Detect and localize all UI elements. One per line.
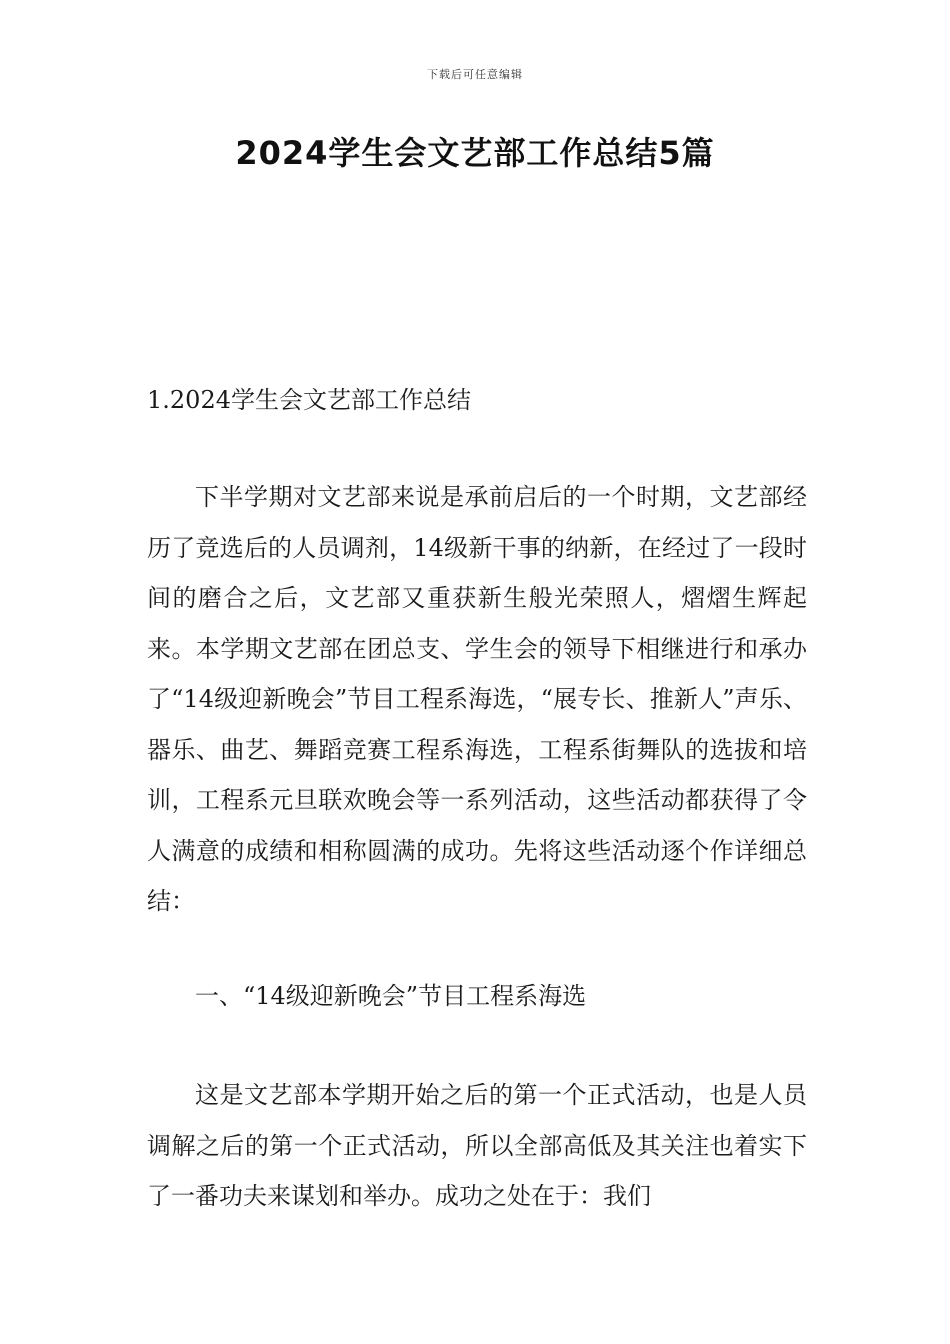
body-paragraph: 下半学期对文艺部来说是承前启后的一个时期，文艺部经历了竞选后的人员调剂，14级新干事的纳新，在经过了一段时间的磨合之后，文艺部又重获新生般光荣照人，熠熠生辉起来。本学期文艺部在团总支、学生会的领导下相继进行和承办了“14级迎新晚会”节目工程系海选，“展专长、推新人”声乐、器乐、曲艺、舞蹈竞赛工程系海选，工程系街舞队的选拔和培训，工程系元旦联欢晚会等一系列活动，这些活动都获得了令人满意的成绩和相称圆满的成功。先将这些活动逐个作详细总结：: [147, 483, 807, 915]
subheading: 一、“14级迎新晚会”节目工程系海选: [195, 982, 587, 1010]
header-note: 下载后可任意编辑: [427, 68, 523, 81]
section-heading: 1.2024学生会文艺部工作总结: [147, 386, 471, 414]
document-title: 2024学生会文艺部工作总结5篇: [235, 134, 715, 172]
body-paragraph: 这是文艺部本学期开始之后的第一个正式活动，也是人员调解之后的第一个正式活动，所以全部高低及其关注也着实下了一番功夫来谋划和举办。成功之处在于：我们: [147, 1081, 807, 1210]
